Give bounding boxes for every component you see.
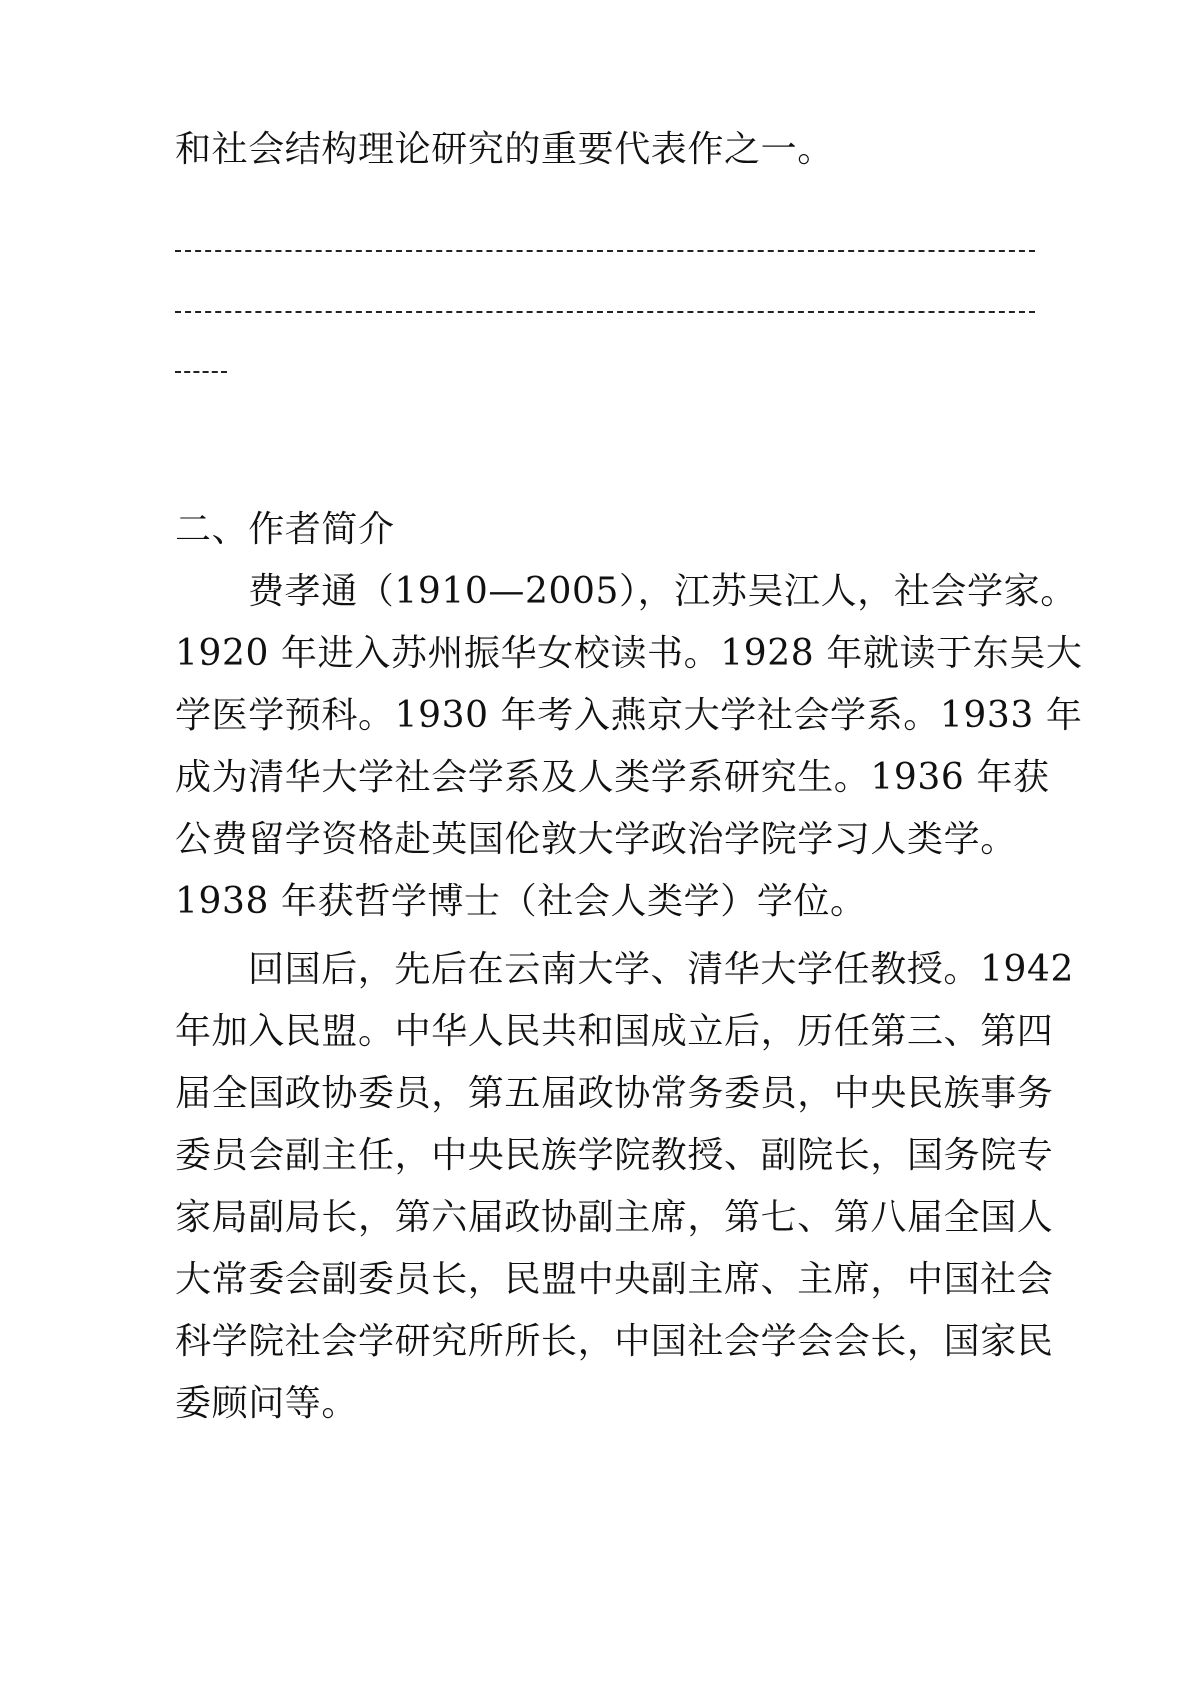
separator-line-3 — [175, 371, 227, 373]
paragraph-line: 1938 年获哲学博士（社会人类学）学位。 — [175, 881, 867, 922]
paragraph-line: 委顾问等。 — [175, 1383, 359, 1424]
paragraph-line: 年加入民盟。中华人民共和国成立后，历任第三、第四 — [175, 1011, 1054, 1052]
paragraph-line: 委员会副主任，中央民族学院教授、副院长，国务院专 — [175, 1135, 1054, 1176]
paragraph-line: 届全国政协委员，第五届政协常务委员，中央民族事务 — [175, 1073, 1054, 1114]
separator-line-2 — [175, 311, 1035, 313]
paragraph-line: 成为清华大学社会学系及人类学系研究生。1936 年获 — [175, 757, 1050, 798]
paragraph-line: 公费留学资格赴英国伦敦大学政治学院学习人类学。 — [175, 819, 1017, 860]
intro-tail-line: 和社会结构理论研究的重要代表作之一。 — [175, 129, 834, 170]
paragraph-line: 学医学预科。1930 年考入燕京大学社会学系。1933 年 — [175, 695, 1083, 736]
paragraph-line: 回国后，先后在云南大学、清华大学任教授。1942 — [248, 949, 1075, 990]
paragraph-line: 大常委会副委员长，民盟中央副主席、主席，中国社会 — [175, 1259, 1054, 1300]
paragraph-line: 家局副局长，第六届政协副主席，第七、第八届全国人 — [175, 1197, 1054, 1238]
paragraph-line: 科学院社会学研究所所长，中国社会学会会长，国家民 — [175, 1321, 1054, 1362]
separator-line-1 — [175, 250, 1035, 252]
section-heading: 二、作者简介 — [175, 509, 395, 550]
paragraph-line: 1920 年进入苏州振华女校读书。1928 年就读于东吴大 — [175, 633, 1083, 674]
paragraph-line: 费孝通（1910—2005），江苏吴江人，社会学家。 — [248, 571, 1077, 612]
